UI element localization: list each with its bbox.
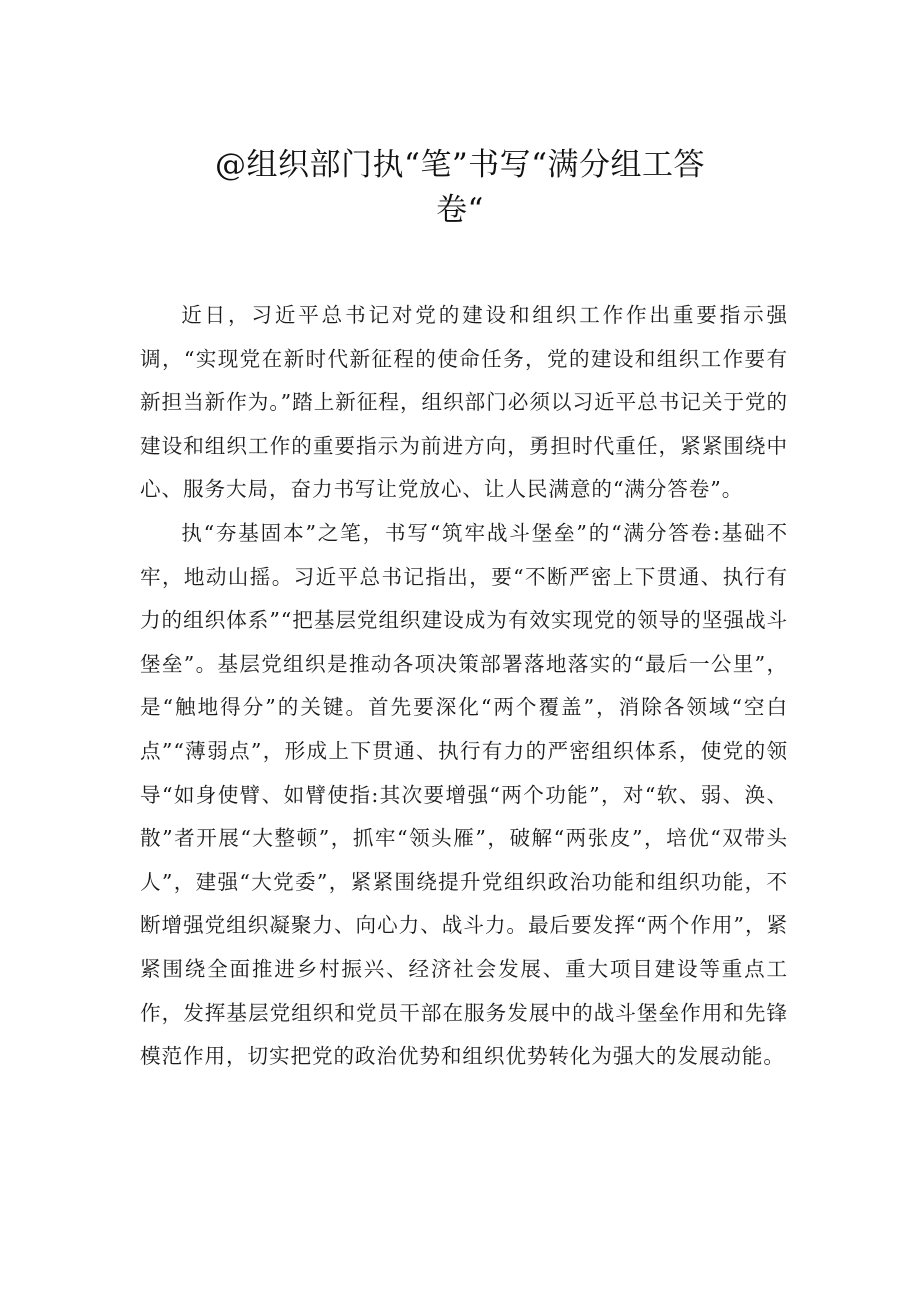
document-body <box>140 294 788 1079</box>
paragraph-2: 执“夯基固本”之笔，书写“筑牢战斗堡垒”的“满分答卷:基础不牢，地动山摇。习近平总书记指出，要“不断严密上下贯通、执行有力的组织体系”“把基层党组织建设成为有效实现党的领导的坚强战斗堡垒”。基层党组织是推动各项决策部署落地落实的“最后一公里”，是“触地得分”的关键。首先要深化“两个覆盖”，消除各领域“空白点”“薄弱点”，形成上下贯通、执行有力的严密组织体系，使党的领导“如身使臂、如臂使指:其次要增强“两个功能”，对“软、弱、涣、散”者开展“大整顿”，抓牢“领头雁”，破解“两张皮”，培优“双带头人”，建强“大党委”，紧紧围绕提升党组织政治功能和组织功能，不断增强党组织凝聚力、向心力、战斗力。最后要发挥“两个作用”，紧紧围绕全面推进乡村振兴、经济社会发展、重大项目建设等重点工作，发挥基层党组织和党员干部在服务发展中的战斗堡垒作用和先锋模范作用，切实把党的政治优势和组织优势转化为强大的发展动能。 <box>140 520 788 1069</box>
title-line-1: @组织部门执“笔”书写“满分组工答 <box>214 147 706 183</box>
document-title <box>140 143 780 233</box>
paragraph-1: 近日，习近平总书记对党的建设和组织工作作出重要指示强调，“实现党在新时代新征程的使命任务，党的建设和组织工作要有新担当新作为。”踏上新征程，组织部门必须以习近平总书记关于党的建设和组织工作的重要指示为前进方向，勇担时代重任，紧紧围绕中心、服务大局，奋力书写让党放心、让人民满意的“满分答卷”。 <box>140 303 788 502</box>
title-line-2: 卷“ <box>436 192 484 228</box>
